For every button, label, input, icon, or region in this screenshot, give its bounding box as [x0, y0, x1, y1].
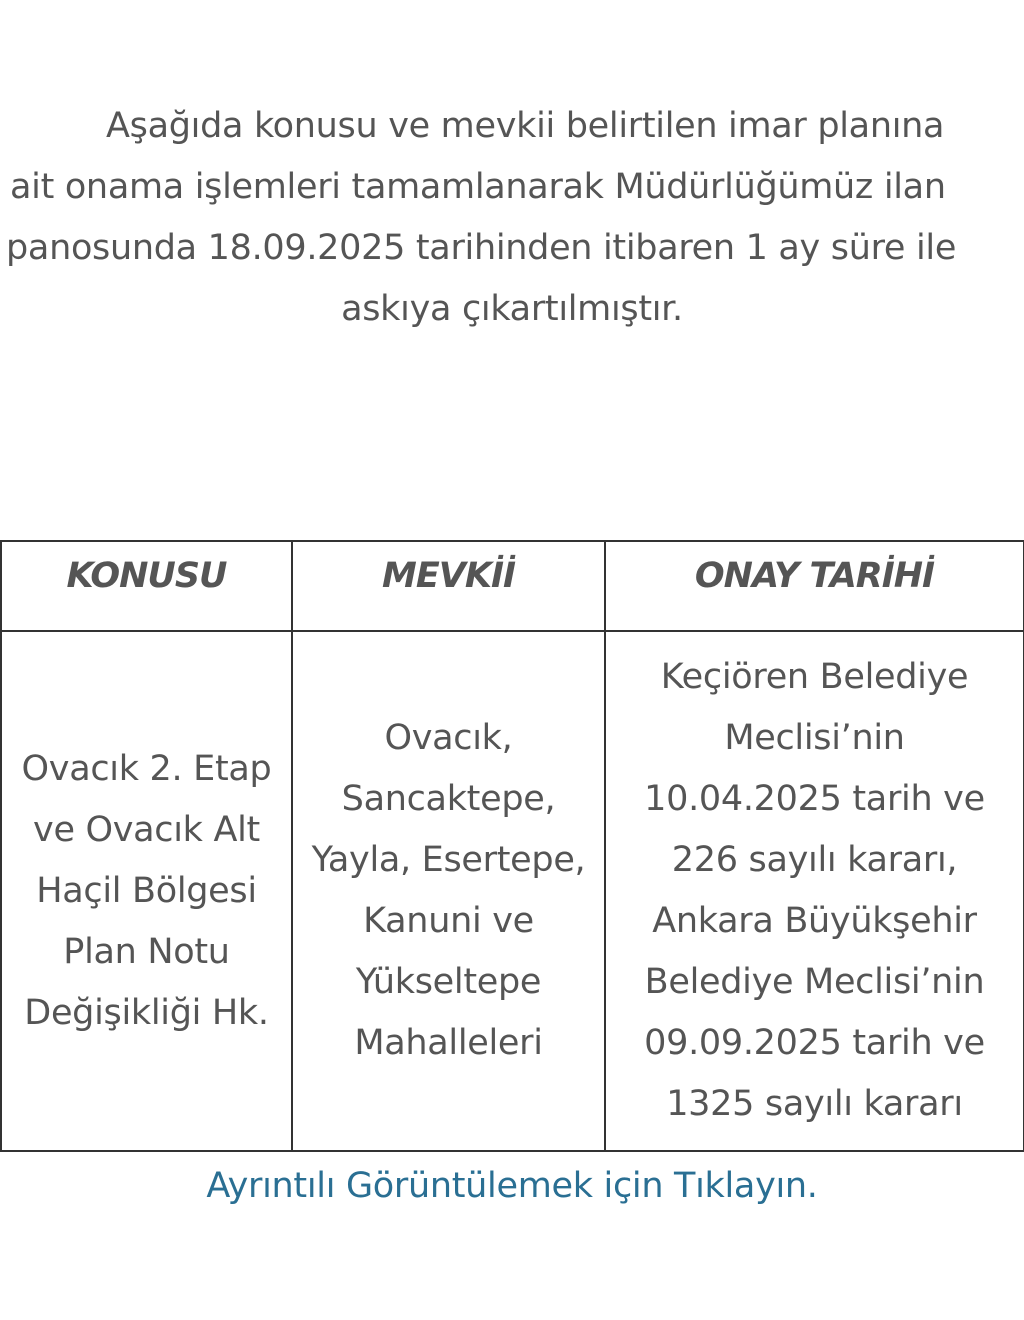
intro-line-1: Aşağıda konusu ve mevkii belirtilen imar planına: [106, 106, 945, 146]
cell-mevkii-line: Kanuni ve: [363, 901, 534, 941]
table-row: [1, 631, 1024, 1151]
cell-onay-line: Keçiören Belediye: [660, 657, 969, 697]
intro-line-4: askıya çıkartılmıştır.: [341, 289, 683, 329]
intro-paragraph: [0, 96, 1024, 340]
intro-line-2: ait onama işlemleri tamamlanarak Müdürlüğümüz ilan: [10, 167, 946, 207]
plan-table: [0, 540, 1024, 1152]
cell-konusu-line: Değişikliği Hk.: [24, 992, 269, 1033]
intro-line-3: panosunda 18.09.2025 tarihinden itibaren 1 ay süre ile: [6, 228, 957, 268]
cell-onay-line: 10.04.2025 tarih ve: [644, 779, 985, 819]
cell-konusu-line: ve Ovacık Alt: [33, 809, 260, 850]
cell-mevkii-line: Yükseltepe: [355, 962, 542, 1002]
cell-mevkii-line: Ovacık,: [384, 718, 513, 758]
cell-konusu-line: Plan Notu: [63, 931, 230, 972]
cell-konusu: [1, 631, 292, 1151]
cell-mevkii-line: Mahalleleri: [354, 1023, 543, 1063]
cell-onay-line: 09.09.2025 tarih ve: [644, 1023, 985, 1063]
cell-konusu-line: Haçil Bölgesi: [36, 870, 257, 911]
header-konusu: KONUSU: [1, 541, 292, 631]
cell-onay-line: 1325 sayılı kararı: [666, 1084, 963, 1124]
cell-onay-line: 226 sayılı kararı,: [671, 840, 958, 880]
table-header-row: [1, 541, 1024, 631]
cell-mevkii-line: Sancaktepe,: [341, 779, 556, 819]
cell-onay-line: Meclisi’nin: [724, 718, 905, 758]
cell-onay-line: Ankara Büyükşehir: [652, 901, 977, 941]
cell-mevkii-line: Yayla, Esertepe,: [311, 840, 586, 880]
cell-onay-line: Belediye Meclisi’nin: [644, 962, 985, 1002]
cell-konusu-line: Ovacık 2. Etap: [21, 748, 272, 789]
header-mevkii: MEVKİİ: [292, 541, 605, 631]
cell-onay-tarihi: [605, 631, 1024, 1151]
cell-mevkii: [292, 631, 605, 1151]
detail-link[interactable]: Ayrıntılı Görüntülemek için Tıklayın.: [206, 1166, 818, 1206]
header-onay-tarihi: ONAY TARİHİ: [605, 541, 1024, 631]
